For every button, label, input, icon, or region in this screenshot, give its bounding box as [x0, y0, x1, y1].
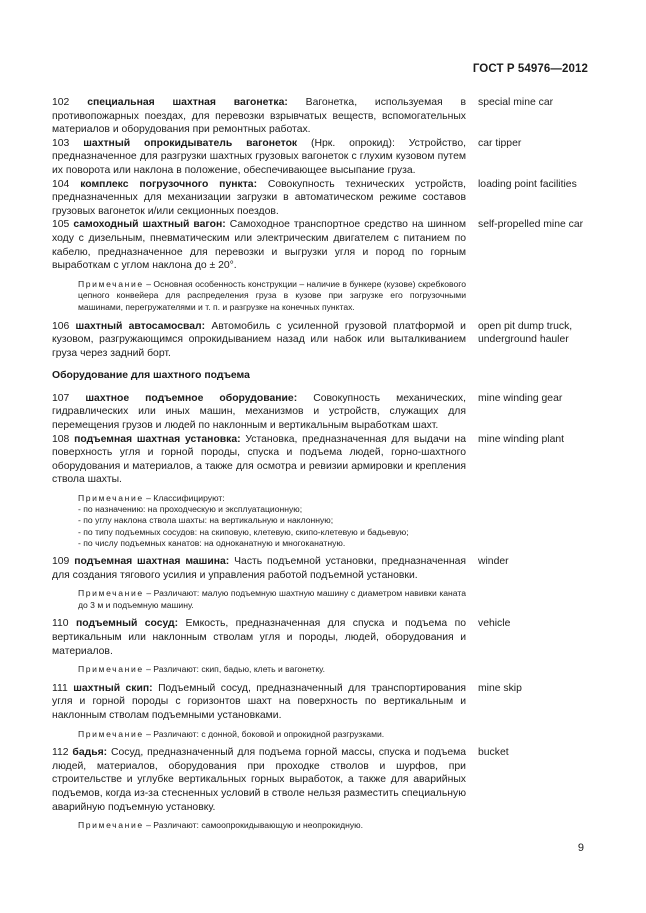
definition [52, 392, 466, 433]
english-equivalent: open pit dump truck, underground hauler [478, 320, 573, 346]
term-number: 107 [52, 392, 70, 404]
english-equivalent: self-propelled mine car [478, 219, 584, 231]
english-equivalent: mine winding gear [478, 392, 563, 404]
term-number: 106 [52, 320, 70, 332]
definition [52, 320, 466, 361]
term: подъемная шахтная установка: [74, 433, 241, 445]
definition-text: (Нрк. опрокид): Устройство, предназначенное для разгрузки шахтных грузовых вагонеток с глухим кузовом путем их поворота или наклона в положение, обеспечивающее высыпание груза. [52, 137, 466, 176]
term-number: 110 [52, 618, 69, 630]
english-equivalent: mine skip [478, 682, 522, 694]
note-108 [52, 493, 592, 549]
term-entry-108 [52, 433, 592, 487]
note-item: - по углу наклона ствола шахты: на вертикальную и наклонную; [78, 515, 334, 526]
term: бадья: [72, 747, 108, 759]
term: самоходный шахтный вагон: [73, 219, 226, 231]
term-number: 108 [52, 433, 70, 445]
term: подъемный сосуд: [75, 618, 179, 630]
term: подъемная шахтная машина: [74, 556, 230, 568]
note-item: - по назначению: на проходческую и эксплуатационную; [78, 504, 303, 515]
note-112 [78, 820, 466, 832]
note-label: Примечание [78, 588, 144, 599]
note-label: Примечание [78, 728, 144, 739]
note-text: – Различают: скип, бадью, клеть и вагонетку. [146, 664, 326, 675]
english-equivalent: bucket [478, 747, 509, 759]
note-item: - по числу подъемных канатов: на одноканатную и многоканатную. [78, 537, 346, 548]
note-label: Примечание [78, 278, 144, 289]
note-111 [78, 729, 466, 741]
definition-text: Емкость, предназначенная для спуска и подъема по вертикальным или наклонным стволам угля и породы, людей, оборудования и материалов. [52, 618, 467, 657]
term-entry-106 [52, 320, 592, 361]
terms-list [52, 96, 592, 832]
term: шахтное подъемное оборудование: [85, 392, 298, 404]
term-entry-107 [52, 392, 592, 433]
term: шахтный опрокидыватель вагонеток [83, 137, 298, 149]
definition [52, 218, 466, 272]
note-105 [78, 279, 466, 314]
document-number: ГОСТ Р 54976—2012 [472, 63, 588, 75]
note-label: Примечание [78, 493, 144, 504]
note-label: Примечание [78, 820, 144, 831]
term-entry-109 [52, 555, 592, 582]
definition-text: Установка, предназначенная для выдачи на поверхность угля и горной породы, спуска и подъема людей, горно-шахтного оборудования и материалов, а также для осмотра и ревизии армировки и крепления ствола шахты. [52, 433, 467, 486]
definition-text: Совокупность технических устройств, предназначенных для механизации загрузки в автоматическом режиме составов грузовых вагонеток и/или секционных поездов. [52, 178, 466, 217]
english-equivalent: mine winding plant [478, 433, 565, 445]
english-equivalent: car tipper [478, 137, 522, 149]
note-110 [78, 664, 466, 676]
note-text: – Различают: малую подъемную шахтную машину с диаметром навивки каната до 3 м и подъемную машину. [78, 588, 467, 610]
term-entry-103 [52, 137, 592, 178]
term-number: 111 [52, 682, 68, 694]
english-equivalent: winder [478, 556, 509, 568]
page-number: 9 [577, 842, 584, 854]
term-number: 109 [52, 556, 70, 568]
term: комплекс погрузочного пункта: [80, 178, 258, 190]
definition [52, 96, 466, 137]
definition-text: Самоходное транспортное средство на шинном ходу с дизельным, пневматическим или электрическим двигателем с питанием по кабелю, предназначенное для перевозки и выгрузки угля и пород по горным выработкам с углом наклона до ± 20°. [52, 219, 467, 272]
term: шахтный скип: [73, 682, 153, 694]
english-equivalent: special mine car [478, 97, 554, 108]
definition [52, 178, 466, 219]
definition [52, 617, 466, 658]
definition-text: Вагонетка, используемая в противопожарных поездах, для перевозки взрывчатых веществ, вспомогательных материалов и оборудования при ремонтных работах. [52, 97, 466, 136]
term-entry-104 [52, 178, 592, 219]
note-text: – Классифицируют: [146, 493, 225, 504]
definition [52, 682, 466, 723]
term-entry-102 [52, 96, 592, 137]
term-entry-111 [52, 682, 592, 723]
definition-text: Сосуд, предназначенный для подъема горной массы, спуска и подъема людей, материалов, оборудования при проходке стволов и шурфов, при строительстве и углубке вертикальных горных выработок, а также для аварийных подъемов, когда из-за стесненных условий в стволе нельзя разместить специальную аварийную подъемную установку. [52, 747, 467, 813]
term-entry-105 [52, 218, 592, 272]
term-entry-112 [52, 746, 592, 814]
definition [52, 433, 466, 487]
term-number: 105 [52, 219, 70, 231]
note-label: Примечание [78, 664, 144, 675]
term: специальная шахтная вагонетка: [87, 97, 288, 108]
term-entry-110 [52, 617, 592, 658]
definition [52, 137, 466, 178]
definition [52, 555, 466, 582]
definition [52, 746, 466, 814]
term-number: 102 [52, 97, 70, 108]
definition-text: Часть подъемной установки, предназначенная для создания тягового усилия и управления работой подъемной установки. [52, 556, 467, 581]
note-text: – Основная особенность конструкции – наличие в бункере (кузове) скребкового цепного конвейера для распределения груза в кузове при загрузке его погрузочными машинами, перегружателями и т. п. и разгрузке на конечных пунктах. [78, 278, 466, 312]
note-item: - по типу подъемных сосудов: на скиповую, клетевую, скипо-клетевую и бадьевую; [78, 526, 409, 537]
note-109 [78, 588, 466, 611]
section-heading: Оборудование для шахтного подъема [52, 370, 250, 382]
note-text: – Различают: самоопрокидывающую и неопрокидную. [146, 820, 363, 831]
term: шахтный автосамосвал: [75, 320, 206, 332]
definition-text: Подъемный сосуд, предназначенный для транспортирования угля и горной породы с горизонтов шахт на поверхность по вертикальным и наклонным стволам подъемными установками. [52, 682, 466, 721]
note-text: – Различают: с донной, боковой и опрокидной разгрузками. [146, 728, 385, 739]
note-heading [78, 493, 592, 504]
term-number: 104 [52, 178, 70, 190]
definition-text: Совокупность механических, гидравлических или иных машин, механизмов и устройств, служащих для перемещения грузов и людей по наклонным и вертикальным выработкам шахт. [52, 392, 466, 432]
english-equivalent: loading point facilities [478, 178, 577, 190]
term-number: 112 [52, 747, 69, 759]
term-number: 103 [52, 137, 70, 149]
english-equivalent: vehicle [478, 618, 511, 630]
definition-text: Автомобиль с усиленной грузовой платформой и кузовом, разгружающимся опрокидыванием назад или набок или выталкиванием груза через задний борт. [52, 320, 466, 359]
